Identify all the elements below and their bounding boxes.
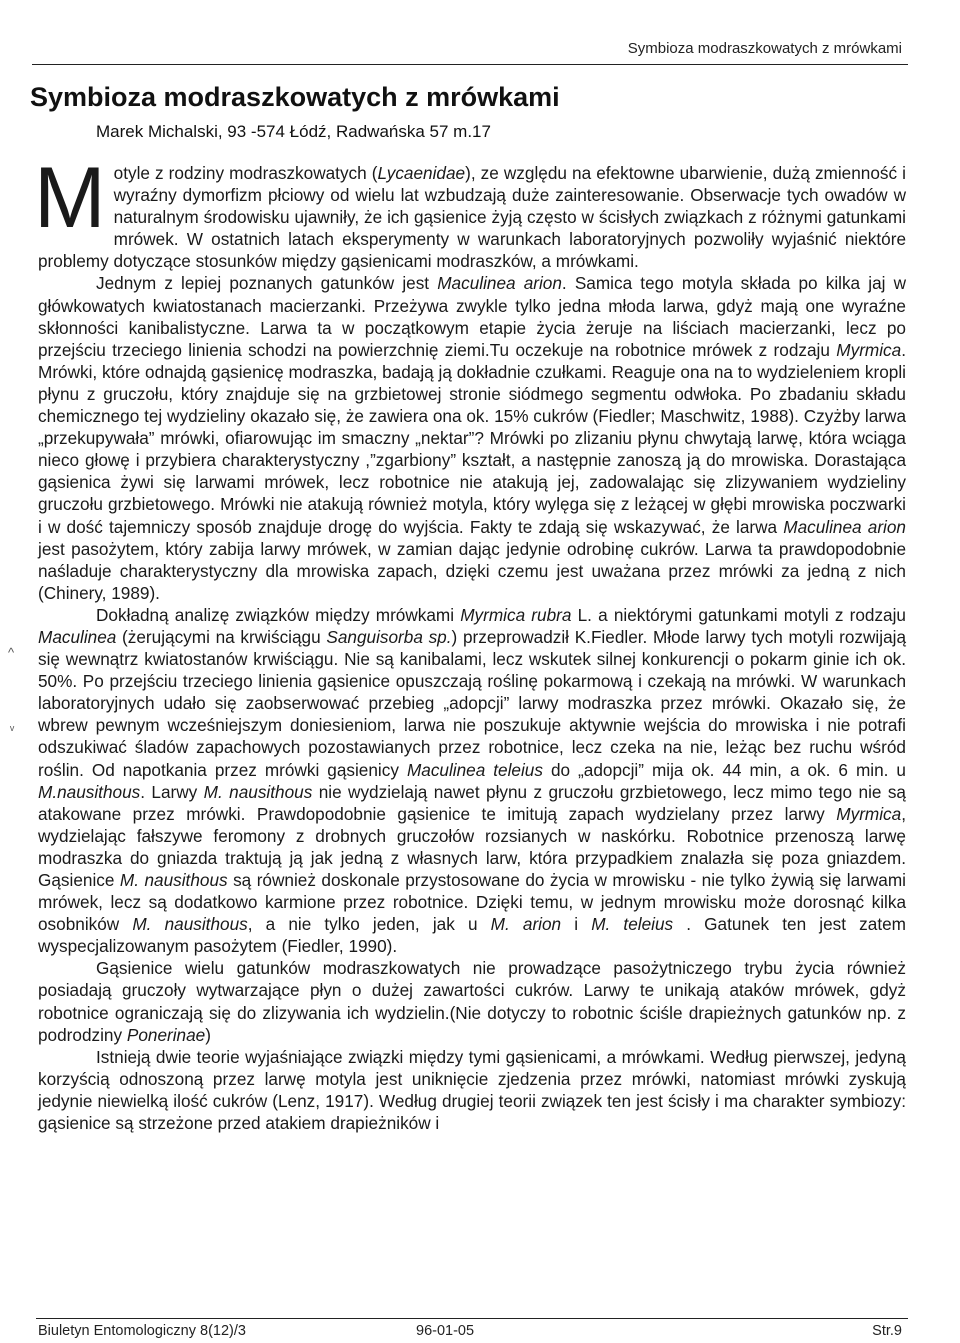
text-run: Dokładną analizę związków między mrówkami [96, 604, 461, 625]
italic-term: Lycaenidae [377, 163, 466, 183]
italic-term: M. arion [490, 914, 562, 935]
text-run: L. a niektórymi gatunkami motyli z rodzaju [571, 604, 906, 625]
italic-term: M. nausithous [203, 781, 313, 802]
italic-term: M. nausithous [132, 914, 248, 935]
text-run: . Gatunek ten jest zatem wyspecjalizowanym pasożytem (Fiedler, 1990). [38, 914, 906, 957]
article-body [34, 150, 907, 1134]
text-run: , a nie tylko jeden, jak u [247, 914, 491, 935]
text-run: otyle z rodziny modraszkowatych ( [113, 163, 378, 183]
text-run: Gąsienice wielu gatunków modraszkowatych nie prowadzące pasożytniczego trybu życia również posiadają gruczoły wytwarzające płyn o dużej zawartości cukrów. Larwy te unikają ataków mrówek, gdyż robotnice ograniczają się do zlizywania ich wydzielin.(Nie dotyczy to robotnic ściśle drapieżnych gatunków np. z podrodziny [38, 958, 906, 1045]
text-run: jest pasożytem, który zabija larwy mrówek, w zamian dając jedynie odrobinę cukrów. Larwa ta prawdopodobnie naśladuje charakterystyczny dla mrowiska zapach, dzięki czemu jest uważana przez mrówki za jedną z nich (Chinery, 1989). [38, 538, 906, 603]
footer-rule [36, 1318, 908, 1319]
running-head: Symbioza modraszkowatych z mrówkami [627, 40, 902, 57]
italic-term: Maculinea [38, 626, 117, 647]
text-run: . Larwy [140, 781, 204, 802]
text-run: nie wydzielają nawet płynu z gruczołu grzbietowego, lecz mimo tego nie są atakowane przez mrówki. Prawdopodobnie gąsienice te imitują zapach wydzielany przez larwy [38, 781, 906, 824]
italic-term: Myrmica [836, 339, 902, 360]
paragraph-3 [38, 604, 906, 958]
italic-term: M.nausithous [38, 781, 141, 802]
italic-term: Maculinea arion [783, 516, 906, 537]
text-run: (żerującymi na krwiściągu [116, 626, 327, 647]
text-run: ) [205, 1024, 211, 1045]
paragraph-1-text [38, 163, 906, 271]
header-rule [32, 64, 908, 65]
footer-date: 96-01-05 [416, 1323, 475, 1339]
text-run: Istnieją dwie teorie wyjaśniające związki między tymi gąsienicami, a mrówkami. Według pierwszej, jedyną korzyścią odnoszoną przez larwę motyla jest uniknięcie zjedzenia przez mrówki, natomiast mrówki zyskują jedynie niewielką ilość cukrów (Lenz, 1917). Według drugiej teorii związek ten jest ścisły i ma charakter symbiozy: gąsienice są strzeżone przed atakiem drapieżników i [38, 1046, 906, 1134]
italic-term: Myrmica [836, 803, 902, 824]
drop-cap: M [34, 150, 106, 246]
text-run: ), ze względu na efektowne ubarwienie, dużą zmienność i wyraźny dymorfizm płciowy od wielu lat wzbudzają duże zainteresowanie. Obserwacje tych owadów w naturalnym środowisku ujawniły, że ich gąsienice żyją często w ścisłych związkach z różnymi gatunkami mrówek. W ostatnich latach eksperymenty w warunkach laboratoryjnych pozwoliły wyjaśnić niektóre problemy dotyczące stosunków między gąsienicami modraszków, a mrówkami. [38, 163, 906, 272]
paragraph-4 [38, 957, 906, 1045]
paragraph-5 [38, 1046, 906, 1134]
text-run: Jednym z lepiej poznanych gatunków jest [96, 273, 438, 294]
italic-term: Maculinea teleius [406, 759, 543, 780]
italic-term: M. teleius [591, 914, 674, 935]
text-run: są również doskonale przystosowane do życia w mrowisku - nie tylko żywią się larwami mrówek, lecz są dodatkowo karmione przez robotnice. Dzięki temu, w jednym mrowisku może dorosnąć kilka osobników [38, 870, 906, 935]
paragraph-1 [34, 150, 906, 272]
italic-term: Ponerinae [126, 1024, 206, 1045]
text-run: , wydzielając fałszywe feromony z drobnych gruczołów rozsianych w naskórku. Robotnice przenoszą larwę modraszka do gniazda traktują ją jak jedną z własnych larw, która przypadkiem znalazła się poza gniazdem. Gąsienice [38, 803, 906, 890]
article-title: Symbioza modraszkowatych z mrówkami [30, 82, 560, 112]
author-line: Marek Michalski, 93 -574 Łódź, Radwańska 57 m.17 [96, 122, 491, 141]
text-run: ) przeprowadził K.Fiedler. Młode larwy tych motyli rozwijają się wewnątrz kwiatostanów krwiściągu. Nie są kanibalami, lecz wskutek silnej konkurencji o pokarm ginie ich ok. 50%. Po przejściu trzeciego linienia gąsienice opuszczają roślinę pokarmową i czekają na mrówki. W warunkach laboratoryjnych udało się zaobserwować przebieg „adopcji” larwy modraszka przez mrówki. Okazało się, że wbrew pewnym wcześniejszym doniesieniom, larwa nie poszukuje aktywnie wejścia do mrowiska i nie potrafi odszukiwać śladów zapachowych pozostawianych przez robotnice, lecz czeka na nie, leżąc bez ruchu wśród roślin. Od napotkania przez mrówki gąsienicy [38, 626, 907, 780]
text-run: i [561, 914, 592, 935]
text-run: do „adopcji” mija ok. 44 min, a ok. 6 min. u [542, 759, 906, 780]
italic-term: M. nausithous [119, 870, 228, 890]
text-run: . Mrówki, które odnajdą gąsienicę modraszka, badają ją dokładnie czułkami. Reaguje ona na to wydzieleniem kropli płynu z gruczołu, który znajduje się na grzbietowej stronie siódmego segmentu odwłoka. Po zbadaniu składu chemicznego tej wydzieliny okazało się, że zawiera ona ok. 15% cukrów (Fiedler; Maschwitz, 1988). Czyżby larwa „przekupywała” mrówki, ofiarowując im smaczny „nektar”? Mrówki po zlizaniu płynu chwytają larwę, która wciąga nieco głowę i przybiera charakterystyczny ,”zgarbiony” kształt, a następnie zanoszą ją do mrowiska. Dorastająca gąsienica żywi się larwami mrówek, lecz robotnice nie atakują jej, zadowalając się zlizywaniem wydzieliny gruczołu grzbietowego. Mrówki nie atakują również motyla, który wylęga się z leżącej w głębi mrowiska poczwarki i w dość tajemniczy sposób znajduje drogę do wyjścia. Fakty te zdają się wskazywać, że larwa [38, 339, 906, 537]
italic-term: Maculinea arion [437, 273, 562, 294]
italic-term: Sanguisorba sp. [326, 626, 452, 647]
paragraph-2 [38, 272, 906, 603]
footer-journal: Biuletyn Entomologiczny 8(12)/3 [38, 1323, 246, 1339]
italic-term: Myrmica rubra [460, 604, 572, 625]
footer-page-number: Str.9 [872, 1323, 902, 1339]
text-run: . Samica tego motyla składa po kilka jaj w główkowatych kwiatostanach macierzanki. Przeżywa zwykle tylko jedna młoda larwa, gdyż mają one wyraźne skłonności kanibalistyczne. Larwa ta w początkowym etapie życia żeruje na liściach macierzanki, lecz po przejściu trzeciego linienia schodzi na powierzchnię ziemi.Tu oczekuje na robotnice mrówek z rodzaju [38, 273, 907, 360]
margin-mark-2: ᵥ [10, 718, 15, 733]
margin-mark-1: ^ [8, 645, 15, 660]
